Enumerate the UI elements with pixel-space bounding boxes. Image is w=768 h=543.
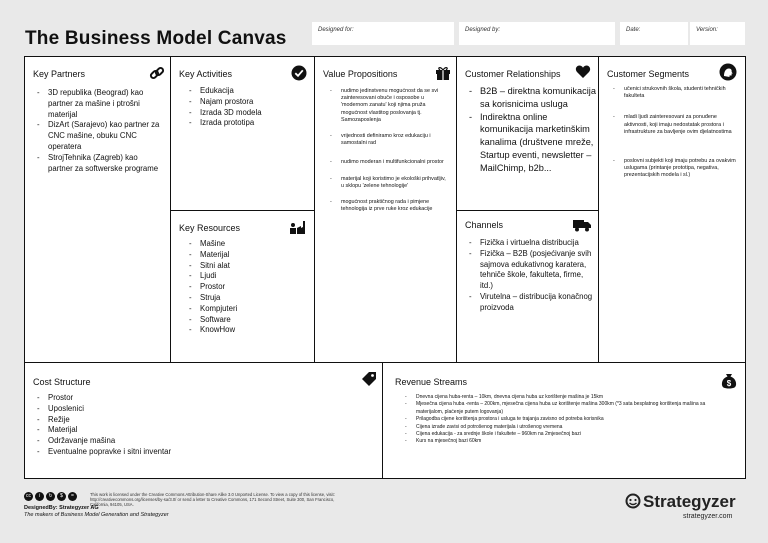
strategyzer-logo-icon	[624, 493, 642, 509]
key-resources-list	[187, 239, 307, 336]
revenue-streams-list	[403, 394, 728, 446]
list-item: - 3D republika (Beograd) kao partner za mašine i ptrošni materijal	[35, 88, 163, 120]
heart-icon	[575, 64, 591, 80]
value-propositions-block	[315, 57, 457, 363]
customer-segments-block	[599, 57, 745, 363]
factory-worker-icon	[289, 219, 307, 235]
list-item: - Prostor	[187, 282, 307, 293]
list-item: - Najam prostora	[187, 97, 307, 108]
gift-icon	[435, 65, 451, 81]
list-item: - Dnevna cijena huba-renta – 10km, dnevna cijena huba uz korištenje mašina je 15km	[403, 394, 728, 401]
list-item: - nudimo moderan i multifunkcionalni prostor	[328, 159, 448, 166]
list-item: - Materijal	[35, 425, 375, 436]
channels-list	[467, 238, 595, 314]
version-field[interactable]	[690, 22, 745, 45]
revenue-streams-block	[383, 363, 745, 478]
customer-relationships-title: Customer Relationships	[465, 69, 561, 79]
key-activities-list	[187, 86, 307, 129]
list-item: - Kompjuteri	[187, 304, 307, 315]
cost-structure-title: Cost Structure	[33, 377, 91, 387]
price-tag-icon	[361, 371, 377, 387]
strategyzer-logo-text: Strategyzer	[643, 492, 736, 511]
list-item: - Prilagodba cijene korištenja prostora i usluga te trajanja zavisno od potreba korisnika	[403, 416, 728, 423]
list-item: - Software	[187, 315, 307, 326]
key-resources-title: Key Resources	[179, 223, 241, 233]
key-partners-title: Key Partners	[33, 69, 86, 79]
list-item: - Uposlenici	[35, 404, 375, 415]
designed-by-text: DesignedBy: Strategyzer AG	[24, 505, 99, 511]
date-field[interactable]	[620, 22, 688, 45]
list-item: - nudimo jedinstvenu mogućnost da se svi zainteresovani obuče i osposobe u 'modernom zanatu' koji njima pruža mogućnost vlastitog poslovanja tj. Samozaposlenja	[328, 88, 448, 124]
share-alike-icon: ↻	[46, 492, 55, 501]
link-icon	[149, 65, 165, 81]
list-item: - Izrada prototipa	[187, 118, 307, 129]
noderivatives-icon: =	[68, 492, 77, 501]
cc-icon: cc	[26, 493, 31, 499]
list-item: - mladi ljudi zainteresovani za ponuđene aktivnosti, koji imaju nedostatak prostora i infrastrukture za bavljenje ovim djelatnostima	[611, 114, 739, 136]
key-partners-block	[25, 57, 171, 363]
key-activities-block	[171, 57, 315, 211]
attribution-icon: i	[35, 492, 44, 501]
makers-text: The makers of Business Model Generation and Strategyzer	[24, 511, 169, 518]
list-item: - Fizička i virtuelna distribucija	[467, 238, 595, 249]
list-item: - Struja	[187, 293, 307, 304]
cost-structure-list	[35, 393, 375, 458]
list-item: - Cijena izrade zavisi od potrošenog materijala i utrošenog vremena	[403, 424, 728, 431]
designed-for-field[interactable]	[312, 22, 454, 45]
list-item: - Ljudi	[187, 271, 307, 282]
license-line-2: http://creativecommons.org/licenses/by-sa/3.0/ or send a letter to Creative Commons, 171 Second Street, Suite 300, San Francisco, California, 94105, USA.	[90, 497, 335, 507]
list-item: - StrojTehnika (Zagreb) kao partner za softwerske programe	[35, 153, 163, 175]
list-item: - poslovni subjekti koji imaju potrebu za ovakvim uslugama (printanje prototipa, negativa, prezentacijskih modela i sl.)	[611, 158, 739, 180]
list-item: - KnowHow	[187, 325, 307, 336]
key-activities-title: Key Activities	[179, 69, 233, 79]
customer-segments-title: Customer Segments	[607, 69, 690, 79]
list-item: - Cijena edukacija - za srednje škole i fakultete – 960km na 2mjesečnoj bazi	[403, 431, 728, 438]
list-item: - Eventualne popravke i sitni inventar	[35, 447, 375, 458]
customer-relationships-block	[457, 57, 599, 211]
noncommercial-icon: $	[57, 492, 66, 501]
designed-for-label: Designed for:	[318, 27, 354, 33]
designed-by-label: Designed by:	[465, 27, 501, 33]
list-item: - DizArt (Sarajevo) kao partner za CNC mašine, obuku CNC operatera	[35, 120, 163, 152]
designed-by-credit	[24, 505, 169, 519]
list-item: - Fizička – B2B (posjećivanje svih sajmova edukativnog karatera, tehniče škole, fakulteta, firme, itd.)	[467, 249, 595, 292]
list-item: - mogućnost praktičnog rada i pimjene tehnologija iz prve ruke kroz edukacije	[328, 199, 448, 213]
customer-relationships-list	[467, 85, 597, 175]
list-item: - Mjesečna cijena huba -renta – 200km, mjesečna cijena huba uz korištenje mašina 300km (*3 sata besplatnog korištenja mašina sa materijalom, plaćenje putem logovanja)	[403, 401, 728, 416]
svg-text:$: $	[726, 379, 732, 388]
list-item: - Edukacija	[187, 86, 307, 97]
version-label: Version:	[696, 27, 718, 33]
list-item: - Sitni alat	[187, 261, 307, 272]
strategyzer-link[interactable]: strategyzer.com	[683, 513, 733, 520]
list-item: - učenici strukovnih škola, studenti tehničkih fakulteta	[611, 86, 739, 100]
value-propositions-title: Value Propositions	[323, 69, 398, 79]
list-item: - Virutelna – distribucija konačnog proizvoda	[467, 292, 595, 314]
key-partners-list	[35, 88, 163, 174]
key-resources-block	[171, 211, 315, 363]
list-item: - Izrada 3D modela	[187, 108, 307, 119]
list-item: - Režije	[35, 415, 375, 426]
channels-title: Channels	[465, 220, 504, 230]
revenue-streams-title: Revenue Streams	[395, 377, 468, 387]
list-item: - vrijednosti definiramo kroz edukaciju i samostalni rad	[328, 133, 448, 147]
person-head-icon	[719, 63, 737, 81]
money-bag-icon	[721, 371, 737, 389]
cost-structure-block	[25, 363, 383, 478]
list-item: - Materijal	[187, 250, 307, 261]
truck-icon	[573, 217, 591, 233]
list-item: - B2B – direktna komunikacija sa korisnicima usluga	[467, 85, 597, 111]
list-item: - materijal koji koristimo je ekološki prihvatljiv, u sklopu 'zelene tehnologije'	[328, 176, 448, 190]
channels-block	[457, 211, 599, 363]
list-item: - Indirektna online komunikacija marketinškim kanalima (društvene mreže, Startup eventi, newsletter – MailChimp, b2b...	[467, 111, 597, 175]
check-circle-icon	[291, 65, 307, 81]
list-item: - Prostor	[35, 393, 375, 404]
date-label: Date:	[626, 27, 641, 33]
list-item: - Održavanje mašina	[35, 436, 375, 447]
license-line-1: This work is licensed under the Creative Commons Attribution-Share Alike 3.0 Unported License. To view a copy of this license, visit:	[90, 492, 335, 497]
business-model-canvas	[24, 56, 746, 479]
customer-segments-list	[611, 86, 739, 180]
value-propositions-list	[328, 88, 448, 222]
list-item: - Mašine	[187, 239, 307, 250]
page-title: The Business Model Canvas	[25, 28, 287, 49]
designed-by-field[interactable]	[459, 22, 615, 45]
list-item: - Kurs na mjesečnoj bazi 60km	[403, 438, 728, 445]
